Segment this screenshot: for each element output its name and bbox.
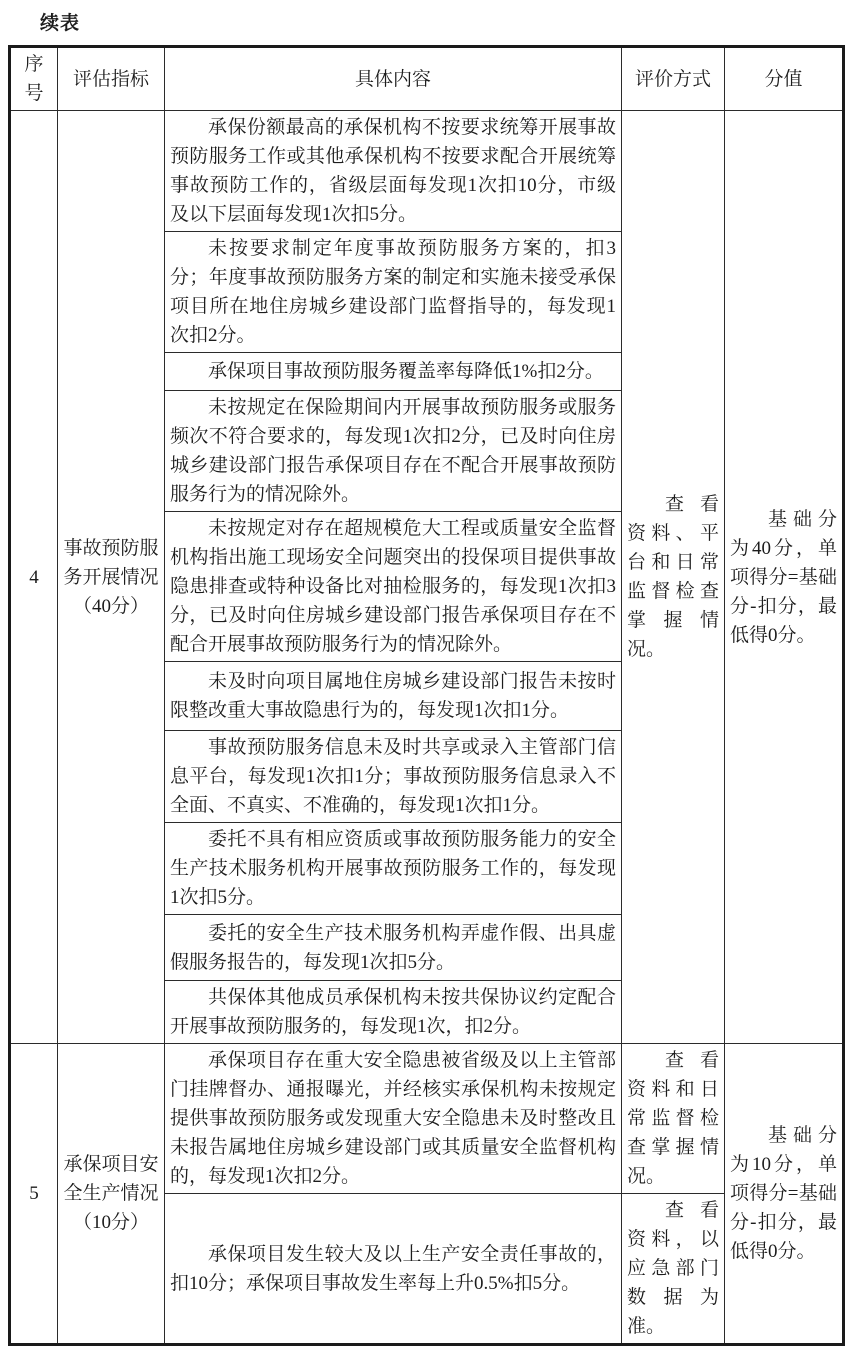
seq-cell-4: 4 — [10, 111, 58, 1044]
method-cell-5b: 查看资料，以应急部门数据为准。 — [622, 1194, 725, 1345]
table-row — [10, 1044, 844, 1194]
table-row — [10, 111, 844, 232]
col-header-score: 分值 — [725, 47, 844, 111]
content-cell: 委托不具有相应资质或事故预防服务能力的安全生产技术服务机构开展事故预防服务工作的，每发现1次扣5分。 — [165, 823, 622, 915]
indicator-cell-4: 事故预防服务开展情况（40分） — [58, 111, 165, 1044]
continuation-table-label: 续表 — [40, 12, 81, 34]
content-cell: 承保项目事故预防服务覆盖率每降低1%扣2分。 — [165, 353, 622, 391]
method-cell-4: 查看资料、平台和日常监督检查掌握情况。 — [622, 111, 725, 1044]
evaluation-table — [8, 45, 845, 1346]
content-cell: 未及时向项目属地住房城乡建设部门报告未按时限整改重大事故隐患行为的，每发现1次扣1分。 — [165, 662, 622, 731]
score-cell-5: 基础分为10分，单项得分=基础分-扣分，最低得0分。 — [725, 1044, 844, 1345]
col-header-content: 具体内容 — [165, 47, 622, 111]
col-header-seq: 序号 — [10, 47, 58, 111]
score-cell-4: 基础分为40分，单项得分=基础分-扣分，最低得0分。 — [725, 111, 844, 1044]
indicator-cell-5: 承保项目安全生产情况（10分） — [58, 1044, 165, 1345]
content-cell: 未按规定在保险期间内开展事故预防服务或服务频次不符合要求的，每发现1次扣2分，已及时向住房城乡建设部门报告承保项目存在不配合开展事故预防服务行为的情况除外。 — [165, 391, 622, 512]
content-cell: 委托的安全生产技术服务机构弄虚作假、出具虚假服务报告的，每发现1次扣5分。 — [165, 915, 622, 981]
content-cell: 承保份额最高的承保机构不按要求统筹开展事故预防服务工作或其他承保机构不按要求配合开展统筹事故预防工作的，省级层面每发现1次扣10分，市级及以下层面每发现1次扣5分。 — [165, 111, 622, 232]
content-cell: 承保项目发生较大及以上生产安全责任事故的，扣10分；承保项目事故发生率每上升0.5%扣5分。 — [165, 1194, 622, 1345]
content-cell: 事故预防服务信息未及时共享或录入主管部门信息平台，每发现1次扣1分；事故预防服务信息录入不全面、不真实、不准确的，每发现1次扣1分。 — [165, 731, 622, 823]
method-cell-5a: 查看资料和日常监督检查掌握情况。 — [622, 1044, 725, 1194]
content-cell: 承保项目存在重大安全隐患被省级及以上主管部门挂牌督办、通报曝光，并经核实承保机构未按规定提供事故预防服务或发现重大安全隐患未及时整改且未报告属地住房城乡建设部门或其质量安全监督机构的，每发现1次扣2分。 — [165, 1044, 622, 1194]
col-header-indicator: 评估指标 — [58, 47, 165, 111]
header-row — [10, 47, 844, 111]
content-cell: 未按要求制定年度事故预防服务方案的，扣3分；年度事故预防服务方案的制定和实施未接受承保项目所在地住房城乡建设部门监督指导的，每发现1次扣2分。 — [165, 232, 622, 353]
content-cell: 未按规定对存在超规模危大工程或质量安全监督机构指出施工现场安全问题突出的投保项目提供事故隐患排查或特种设备比对抽检服务的，每发现1次扣3分，已及时向住房城乡建设部门报告承保项目存在不配合开展事故预防服务行为的情况除外。 — [165, 512, 622, 662]
col-header-method: 评价方式 — [622, 47, 725, 111]
seq-cell-5: 5 — [10, 1044, 58, 1345]
content-cell: 共保体其他成员承保机构未按共保协议约定配合开展事故预防服务的，每发现1次，扣2分。 — [165, 981, 622, 1044]
